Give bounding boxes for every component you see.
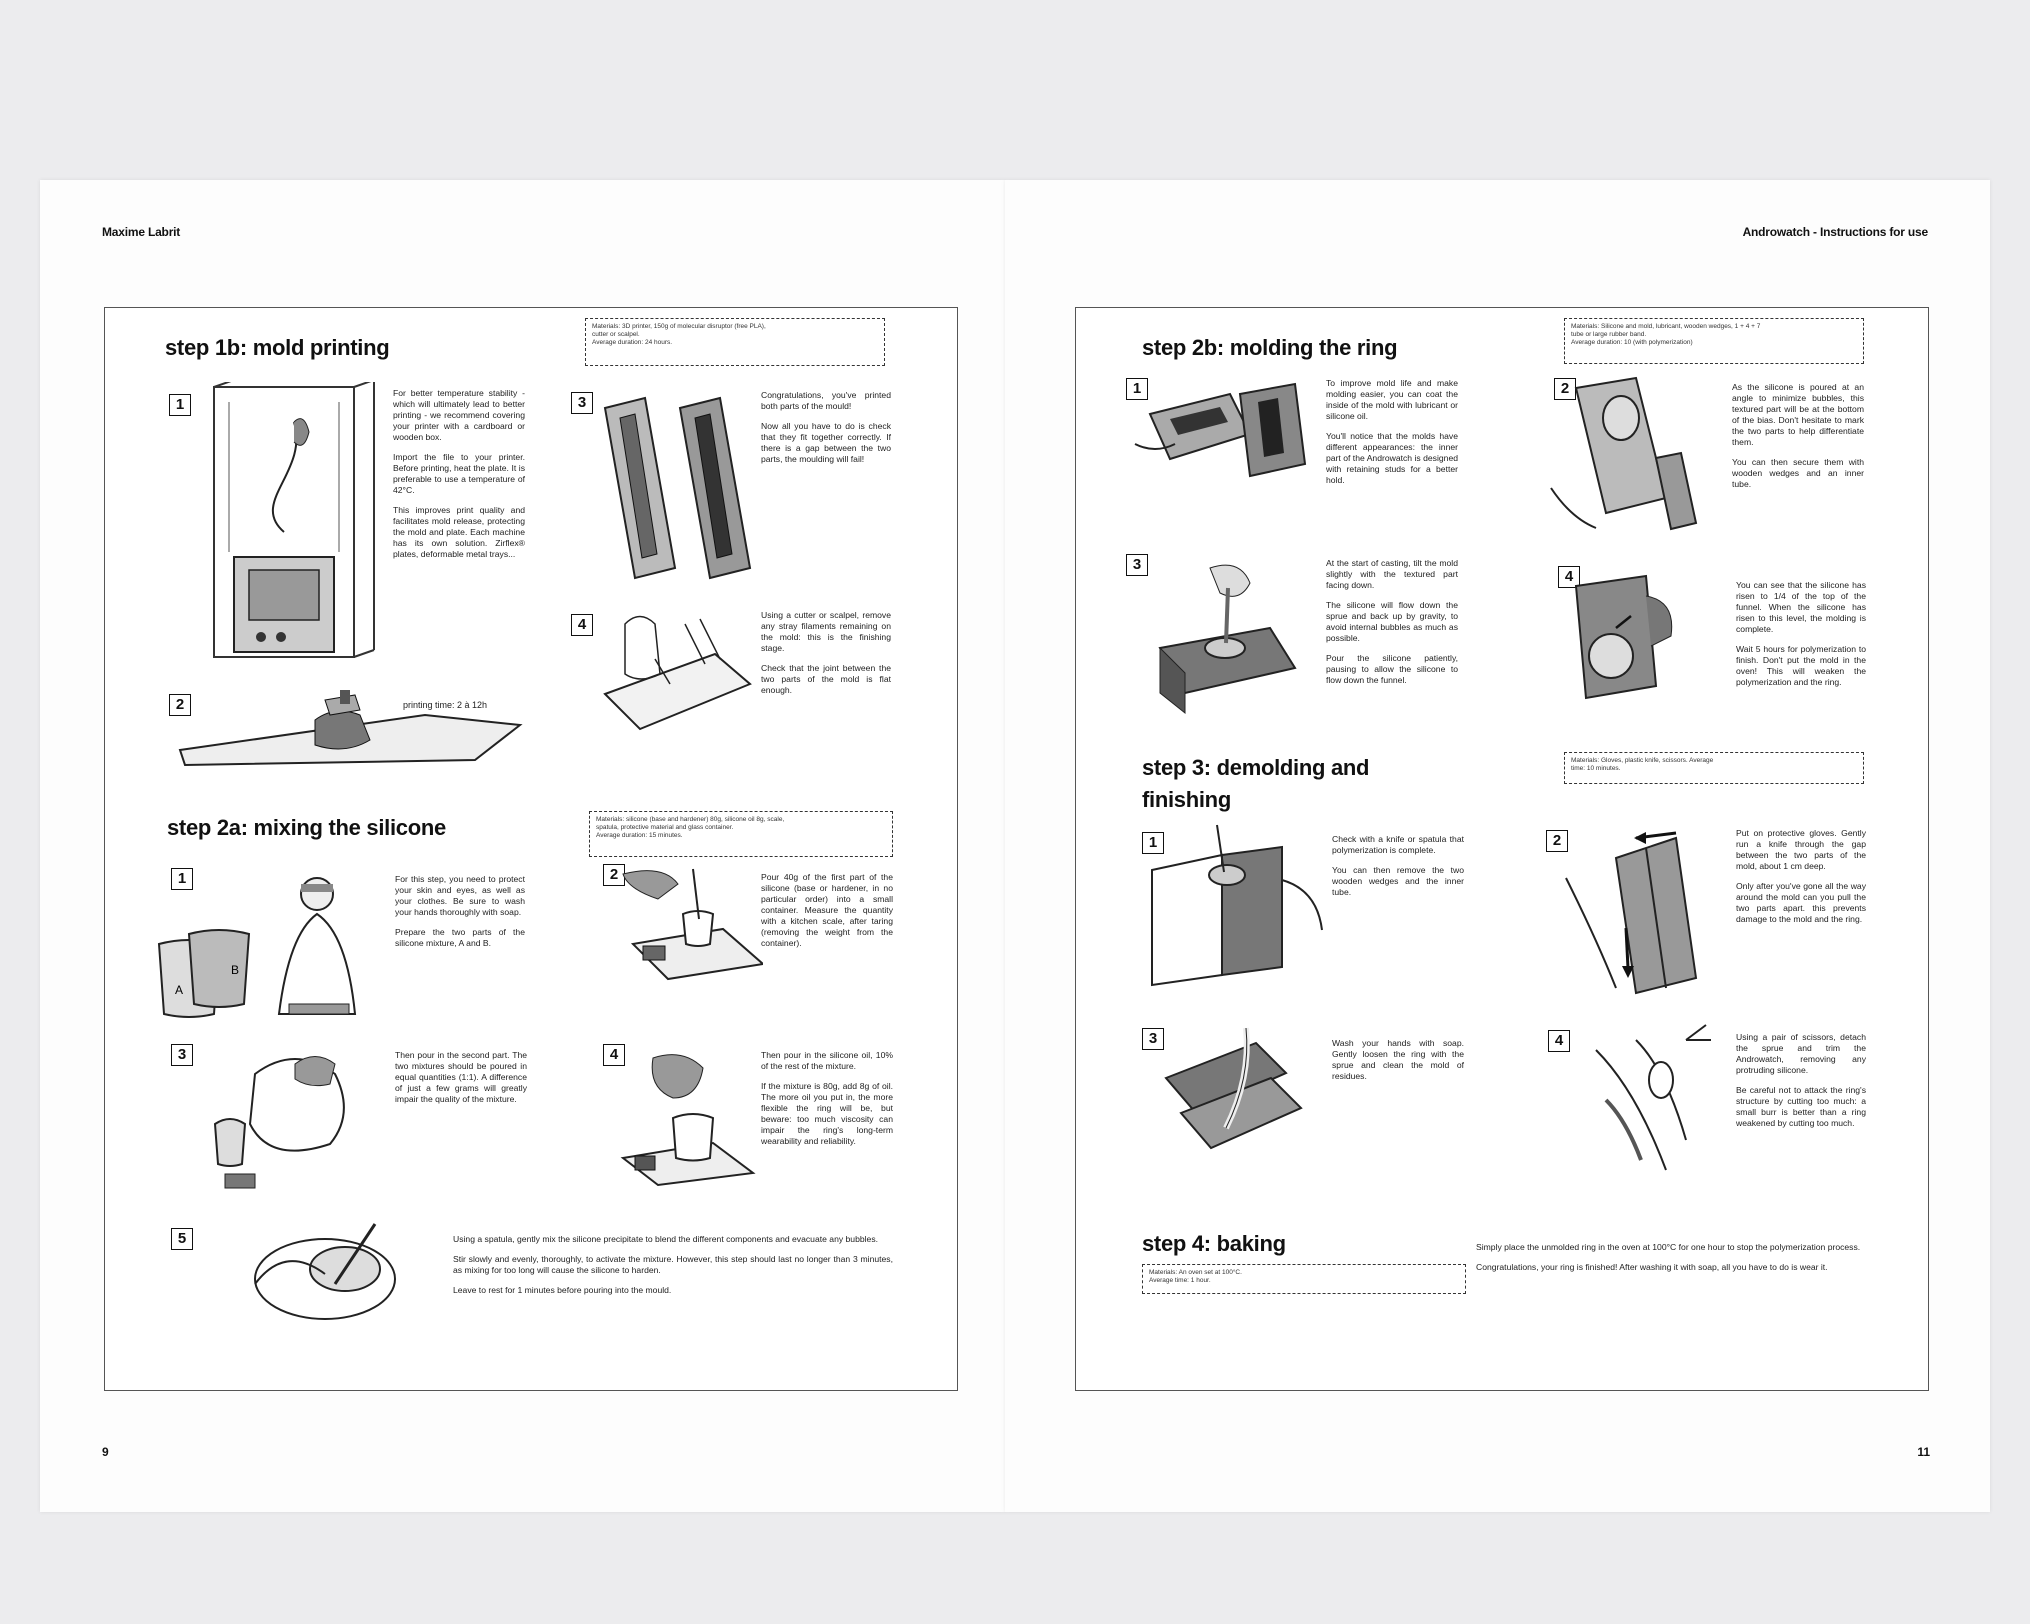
remove-wedges-illustration: [1142, 820, 1332, 990]
secure-mold-illustration: [1546, 368, 1716, 548]
pouring-illustration: [195, 1044, 375, 1194]
step-2a-number-1: 1: [171, 868, 193, 890]
step-4-text: Simply place the unmolded ring in the oven at 100°C for one hour to stop the polymerization process. Congratulations, your ring is finished! After washing it with soap, all you have to do is wear it.: [1476, 1242, 1861, 1272]
right-page: [1005, 180, 1990, 1512]
separate-mold-illustration: [1556, 818, 1736, 998]
clean-mold-illustration: [1156, 1018, 1326, 1158]
step-2a-number-5: 5: [171, 1228, 193, 1250]
step-1b-number-2: 2: [169, 694, 191, 716]
step-2b-number-1: 1: [1126, 378, 1148, 400]
step-2b-text-2: As the silicone is poured at an angle to minimize bubbles, this textured part will be at the bottom of the bias. Don't hesitate to mark the two parts to help differentiate them. You can then secure them with wooden wedges and an inner tube.: [1732, 382, 1864, 489]
step-1b-number-3: 3: [571, 392, 593, 414]
step-2a-title: step 2a: mixing the silicone: [167, 815, 446, 840]
step-2a-text-5: Using a spatula, gently mix the silicone precipitate to blend the different components and evacuate any bubbles. Stir slowly and evenly, thoroughly, to activate the mixture. However, this step should last no longer than 3 minutes, as mixing for too long will cause the silicone to harden. Leave to rest for 1 minutes before pouring into the mould.: [453, 1234, 893, 1295]
step-3-number-4: 4: [1548, 1030, 1570, 1052]
step-2b-number-3: 3: [1126, 554, 1148, 576]
step-2a-materials: Materials: silicone (base and hardener) 80g, silicone oil 8g, scale, spatula, protective material and glass container. Average duration: 15 minutes.: [589, 811, 893, 857]
step-2a-number-2: 2: [603, 864, 625, 886]
step-2a-text-4: Then pour in the silicone oil, 10% of the rest of the mixture. If the mixture is 80g, add 8g of oil. The more oil you put in, the more flexible the ring will be, but beware: too much viscosity can impair the ring's long-term wearability and reliability.: [761, 1050, 893, 1146]
lubricate-mold-illustration: [1130, 374, 1310, 494]
step-2a-text-2: Pour 40g of the first part of the silicone (base or hardener, in no particular order) into a small container. Measure the quantity with a kitchen scale, after taring (removing the weight from the container).: [761, 872, 893, 948]
page-number-right: 11: [1917, 1445, 1930, 1459]
step-3-title: step 3: demolding and finishing: [1142, 755, 1370, 812]
step-3-text-3: Wash your hands with soap. Gently loosen the ring with the sprue and clean the mold of residues.: [1332, 1038, 1464, 1081]
step-2a-text-3: Then pour in the second part. The two mixtures should be poured in equal quantities (1:1). A difference of just a few grams will greatly impair the quality of the mixture.: [395, 1050, 527, 1104]
running-head-left: Maxime Labrit: [102, 225, 181, 239]
step-1b-title: step 1b: mold printing: [165, 335, 390, 360]
printer-illustration: [189, 382, 379, 672]
svg-text:B: B: [231, 963, 240, 977]
svg-text:A: A: [175, 983, 184, 997]
trim-ring-illustration: [1576, 1020, 1736, 1180]
left-page: [40, 180, 1005, 1512]
scale-pour-illustration: [613, 864, 763, 984]
casting-illustration: [1140, 548, 1310, 718]
printing-time-caption: printing time: 2 à 12h: [403, 700, 488, 710]
mould-parts-illustration: [585, 388, 765, 588]
step-2b-text-4: You can see that the silicone has risen to 1/4 of the top of the funnel. When the silicone has risen to this level, the molding is complete. Wait 5 hours for polymerization to finish. Don't put the mold in the oven! This will weaken the polymerization and the ring.: [1736, 580, 1866, 687]
step-2b-number-2: 2: [1554, 378, 1576, 400]
step-3-number-2: 2: [1546, 830, 1568, 852]
step-2a-number-4: 4: [603, 1044, 625, 1066]
step-1b-number-4: 4: [571, 614, 593, 636]
step-2b-title: step 2b: molding the ring: [1142, 335, 1398, 360]
step-3-text-1: Check with a knife or spatula that polymerization is complete. You can then remove the two wooden wedges and the inner tube.: [1332, 834, 1464, 897]
step-2b-materials: Materials: Silicone and mold, lubricant, wooden wedges, 1 + 4 + 7 tube or large rubber band. Average duration: 10 (with polymerization): [1564, 318, 1864, 364]
content-frame-right: [1075, 307, 1929, 1391]
running-head-right: Androwatch - Instructions for use: [1742, 225, 1928, 239]
step-1b-number-1: 1: [169, 394, 191, 416]
step-3-text-4: Using a pair of scissors, detach the sprue and trim the Androwatch, removing any protruding silicone. Be careful not to attack the ring's structure by cutting too much: a small burr is better than a ring weakened by cutting too much.: [1736, 1032, 1866, 1128]
step-3-number-3: 3: [1142, 1028, 1164, 1050]
step-4-materials: Materials: An oven set at 100°C. Average time: 1 hour.: [1142, 1264, 1466, 1294]
step-1b-text-4: Using a cutter or scalpel, remove any stray filaments remaining on the mold: this is the finishing stage. Check that the joint between the two parts of the mold is flat enough.: [761, 610, 891, 695]
step-3-text-2: Put on protective gloves. Gently run a knife through the gap between the two parts of the mold, about 1 cm deep. Only after you've gone all the way around the mold can you pull the two parts apart. this prevents damage to the mold and the ring.: [1736, 828, 1866, 924]
stirring-illustration: [235, 1214, 415, 1334]
step-2b-text-1: To improve mold life and make molding easier, you can coat the inside of the mold with lubricant or silicone oil. You'll notice that the molds have different appearances: the inner part of the Androwatch is designed with retaining studs for a better hold.: [1326, 378, 1458, 485]
print-plate-illustration: [175, 680, 525, 775]
finishing-illustration: [595, 604, 755, 734]
add-oil-illustration: [613, 1048, 763, 1188]
step-2b-text-3: At the start of casting, tilt the mold slightly with the textured part facing down. The silicone will flow down the sprue and back up by gravity, to avoid internal bubbles as much as possible. Pour the silicone patiently, pausing to allow the silicone to flow down the funnel.: [1326, 558, 1458, 685]
page-number-left: 9: [102, 1445, 109, 1459]
step-1b-text-1: For better temperature stability - which will ultimately lead to better printing - we recommend covering your printer with a cardboard or wooden box. Import the file to your printer. Before printing, heat the plate. It is preferable to use a temperature of 42°C. This improves print quality and facilitates mold release, protecting the mold and plate. Each machine has its own solution. Zirflex® plates, deformable metal trays...: [393, 388, 525, 559]
content-frame-left: [104, 307, 958, 1391]
step-3-number-1: 1: [1142, 832, 1164, 854]
step-2b-number-4: 4: [1558, 566, 1580, 588]
protective-gear-illustration: [149, 864, 381, 1034]
step-1b-materials: Materials: 3D printer, 150g of molecular disruptor (free PLA), cutter or scalpel. Average duration: 24 hours.: [585, 318, 885, 366]
step-3-materials: Materials: Gloves, plastic knife, scissors. Average time: 10 minutes.: [1564, 752, 1864, 784]
step-2a-text-1: For this step, you need to protect your skin and eyes, as well as your clothes. Be sure to wash your hands thoroughly with soap. Prepare the two parts of the silicone mixture, A and B.: [395, 874, 525, 948]
silicone-risen-illustration: [1556, 566, 1706, 706]
step-1b-text-3: Congratulations, you've printed both parts of the mould! Now all you have to do is check that they fit together correctly. If there is a gap between the two parts, the moulding will fail!: [761, 390, 891, 464]
step-2a-number-3: 3: [171, 1044, 193, 1066]
step-4-title: step 4: baking: [1142, 1231, 1286, 1256]
